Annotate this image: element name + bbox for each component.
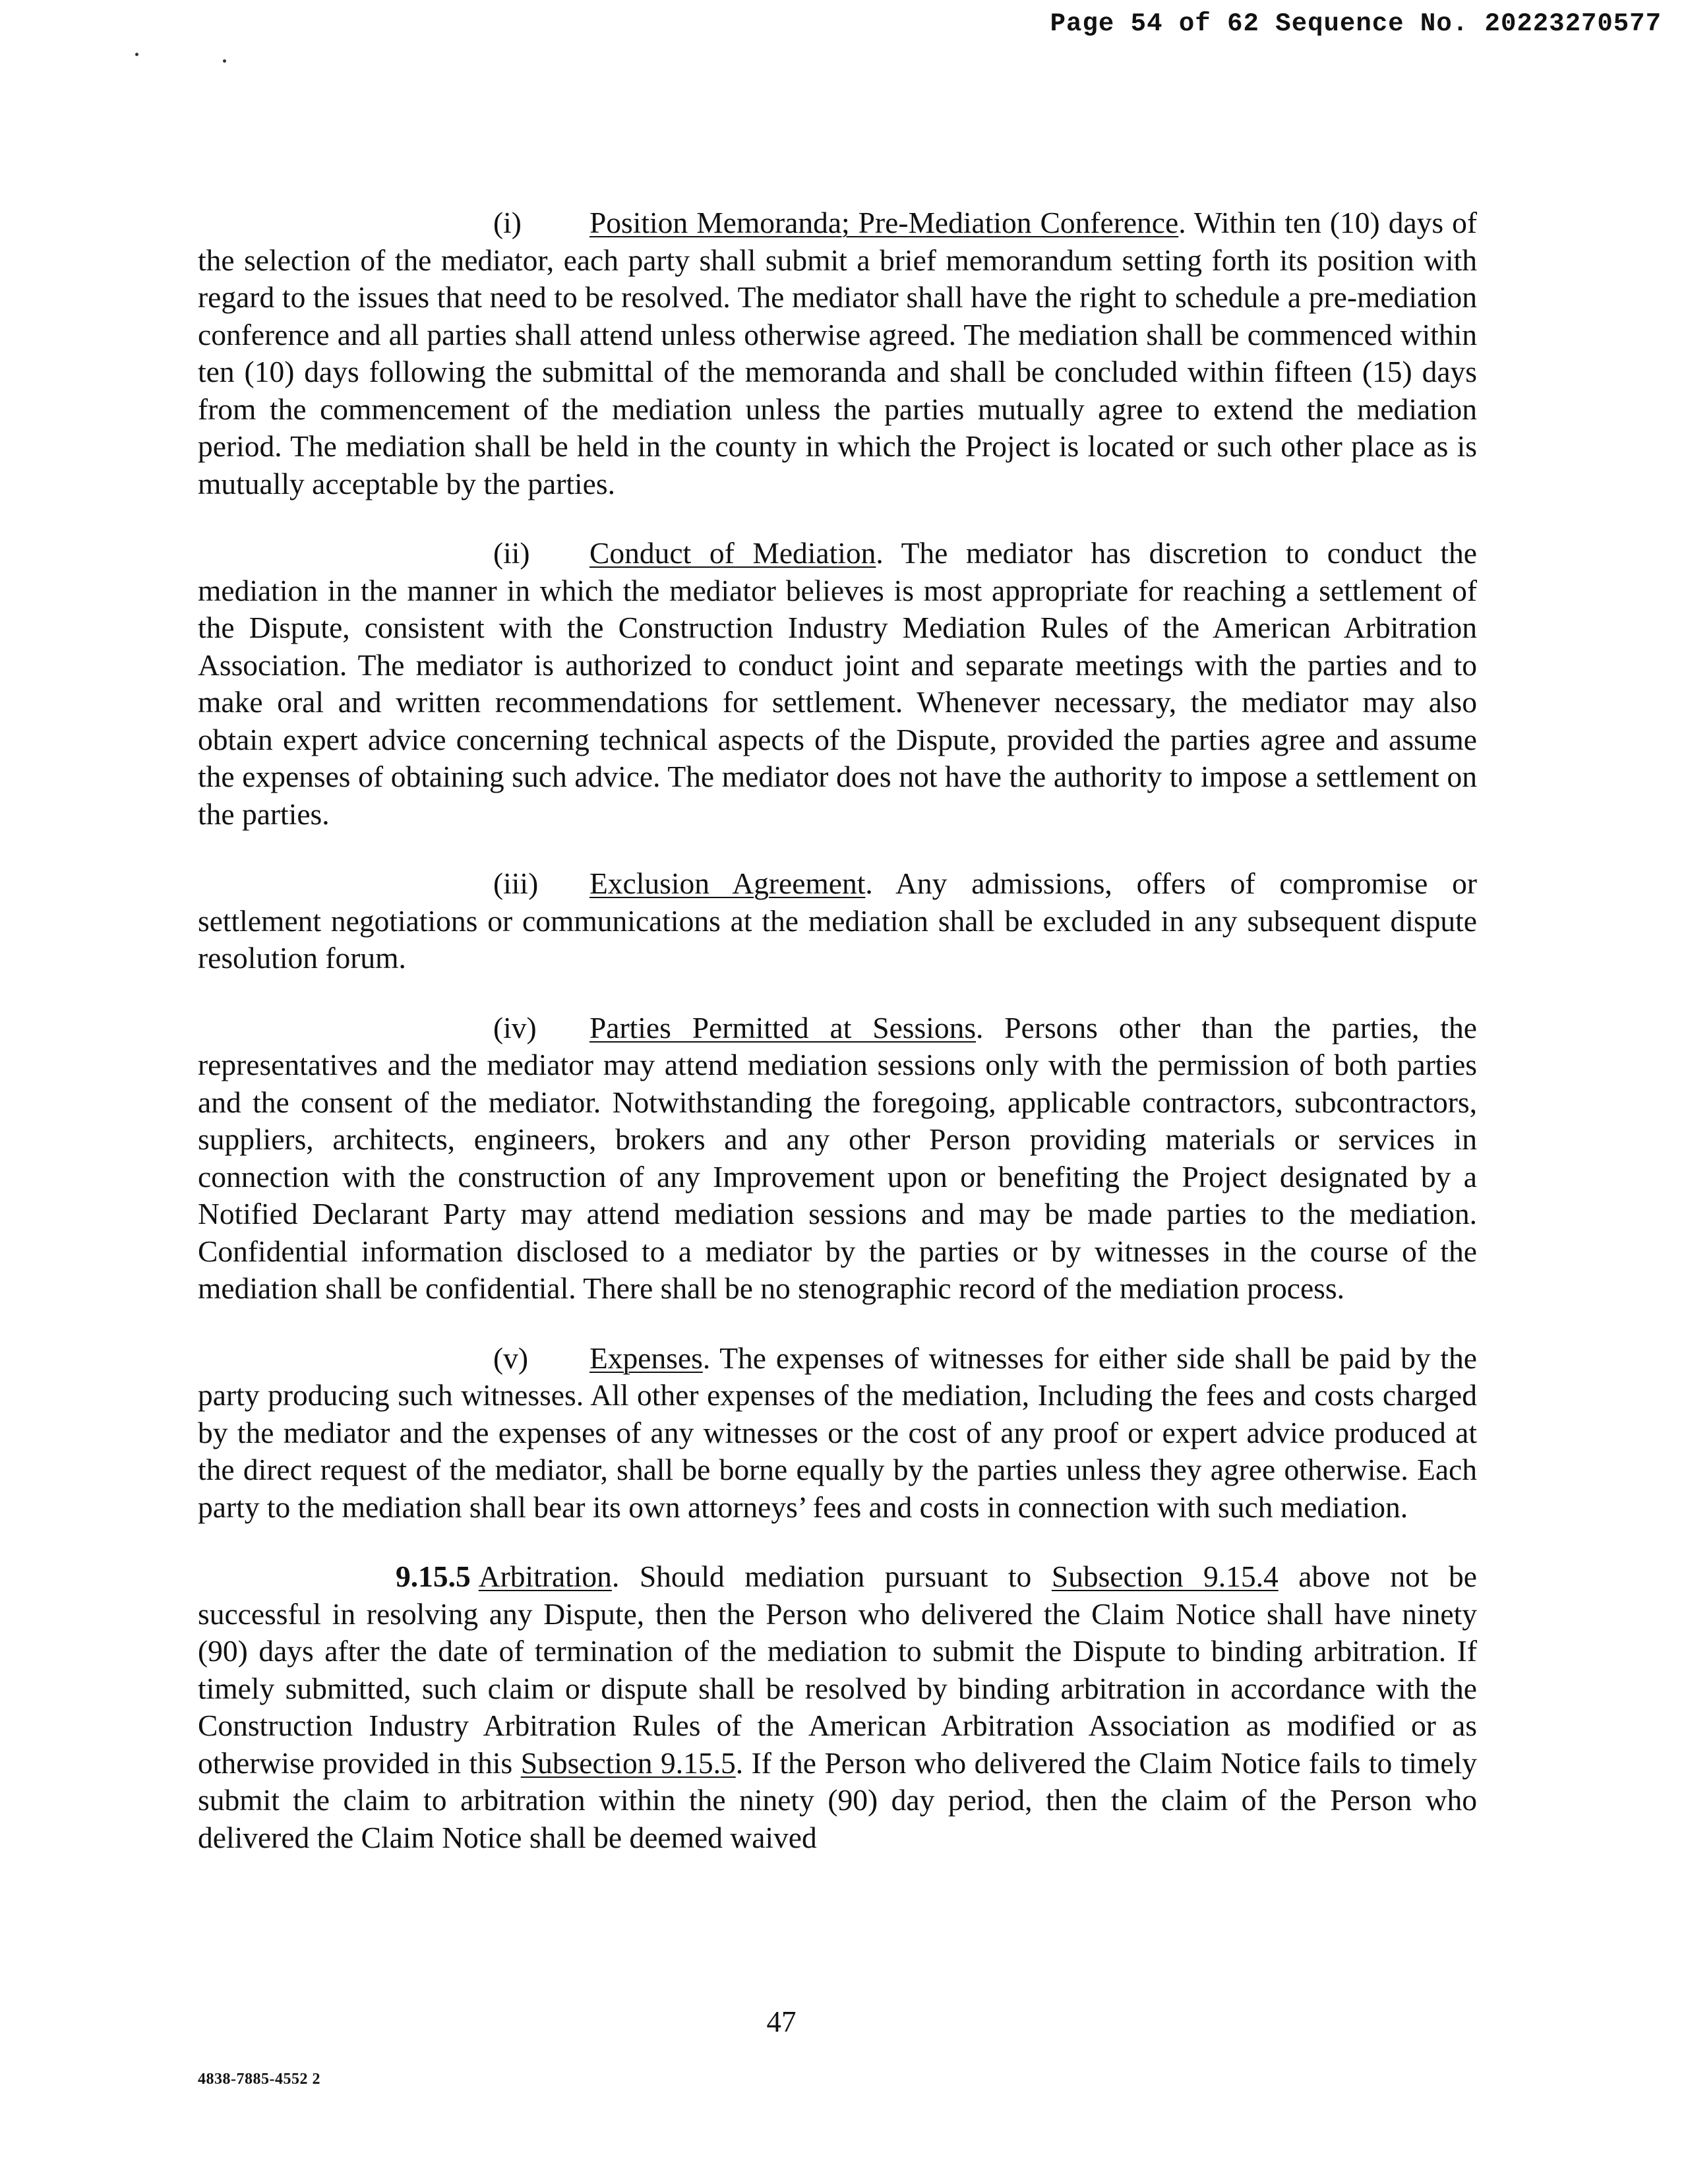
scan-speck	[135, 53, 138, 56]
paragraph-position-memoranda	[198, 204, 1477, 502]
section-number: 9.15.5	[396, 1560, 471, 1593]
page-header: Page 54 of 62 Sequence No. 20223270577	[1050, 9, 1662, 38]
paragraph-number: (iii)	[493, 866, 539, 900]
paragraph-expenses	[198, 1340, 1477, 1527]
document-id: 4838-7885-4552 2	[198, 2071, 320, 2088]
section-heading: Arbitration	[478, 1560, 612, 1593]
paragraph-heading: Position Memoranda; Pre-Mediation Conference	[589, 206, 1179, 239]
section-arbitration	[198, 1558, 1477, 1856]
paragraph-text: . The expenses of witnesses for either side shall be paid by the party producing such witnesses. All other expenses of the mediation, Including the fees and costs charged by the mediator and the expenses of any witnesses or the cost of any proof or expert advice produced at the direct request of the mediator, shall be borne equally by the parties unless they agree otherwise. Each party to the mediation shall bear its own attorneys’ fees and costs in connection with such mediation.	[198, 1341, 1477, 1524]
subsection-reference: Subsection 9.15.5	[520, 1745, 736, 1780]
paragraph-text: . Within ten (10) days of the selection of the mediator, each party shall submit a brief memorandum setting forth its position with regard to the issues that need to be resolved. The mediator shall have the right to schedule a pre-mediation conference and all parties shall attend unless otherwise agreed. The mediation shall be commenced within ten (10) days following the submittal of the memoranda and shall be concluded within fifteen (15) days from the commencement of the mediation unless the parties mutually agree to extend the mediation period. The mediation shall be held in the county in which the Project is located or such other place as is mutually acceptable by the parties.	[198, 206, 1478, 501]
paragraph-number: (i)	[493, 206, 522, 239]
paragraph-heading: Conduct of Mediation	[589, 536, 876, 570]
page-number: 47	[766, 2005, 797, 2038]
document-body	[198, 204, 1477, 1889]
paragraph-number: (v)	[493, 1341, 529, 1375]
paragraph-number: (ii)	[493, 536, 530, 570]
paragraph-parties-permitted	[198, 1010, 1477, 1308]
subsection-reference: Subsection 9.15.4	[1051, 1560, 1279, 1593]
section-text: . If the Person who delivered the Claim Notice fails to timely submit the claim to arbitration within the ninety (90) day period, then the claim of the Person who delivered the Claim Notice shall be deemed waived	[198, 1745, 1478, 1854]
section-text: above not be successful in resolving any Dispute, then the Person who delivered the Claim Notice shall have ninety (90) days after the date of termination of the mediation to submit the Dispute to binding arbitration. If timely submitted, such claim or dispute shall be resolved by binding arbitration in accordance with the Construction Industry Arbitration Rules of the American Arbitration Association as modified or as otherwise provided in this	[198, 1560, 1477, 1780]
paragraph-exclusion-agreement	[198, 865, 1477, 977]
section-text: . Should mediation pursuant to	[611, 1560, 1052, 1593]
paragraph-heading: Exclusion Agreement	[589, 866, 866, 900]
scan-speck	[223, 59, 226, 63]
paragraph-text: . The mediator has discretion to conduct the mediation in the manner in which the mediator believes is most appropriate for reaching a settlement of the Dispute, consistent with the Construction Industry Mediation Rules of the American Arbitration Association. The mediator is authorized to conduct joint and separate meetings with the parties and to make oral and written recommendations for settlement. Whenever necessary, the mediator may also obtain expert advice concerning technical aspects of the Dispute, provided the parties agree and assume the expenses of obtaining such advice. The mediator does not have the authority to impose a settlement on the parties.	[198, 536, 1478, 831]
paragraph-text: . Persons other than the parties, the representatives and the mediator may attend mediation sessions only with the permission of both parties and the consent of the mediator. Notwithstanding the foregoing, applicable contractors, subcontractors, suppliers, architects, engineers, brokers and any other Person providing materials or services in connection with the construction of any Improvement upon or benefiting the Project designated by a Notified Declarant Party may attend mediation sessions and may be made parties to the mediation. Confidential information disclosed to a mediator by the parties or by witnesses in the course of the mediation shall be confidential. There shall be no stenographic record of the mediation process.	[198, 1010, 1477, 1305]
paragraph-number: (iv)	[493, 1010, 537, 1045]
paragraph-text: . Any admissions, offers of compromise or settlement negotiations or communications at the mediation shall be excluded in any subsequent dispute resolution forum.	[198, 866, 1477, 975]
paragraph-heading: Parties Permitted at Sessions	[589, 1010, 977, 1045]
paragraph-heading: Expenses	[589, 1341, 703, 1375]
paragraph-conduct-of-mediation	[198, 535, 1477, 833]
